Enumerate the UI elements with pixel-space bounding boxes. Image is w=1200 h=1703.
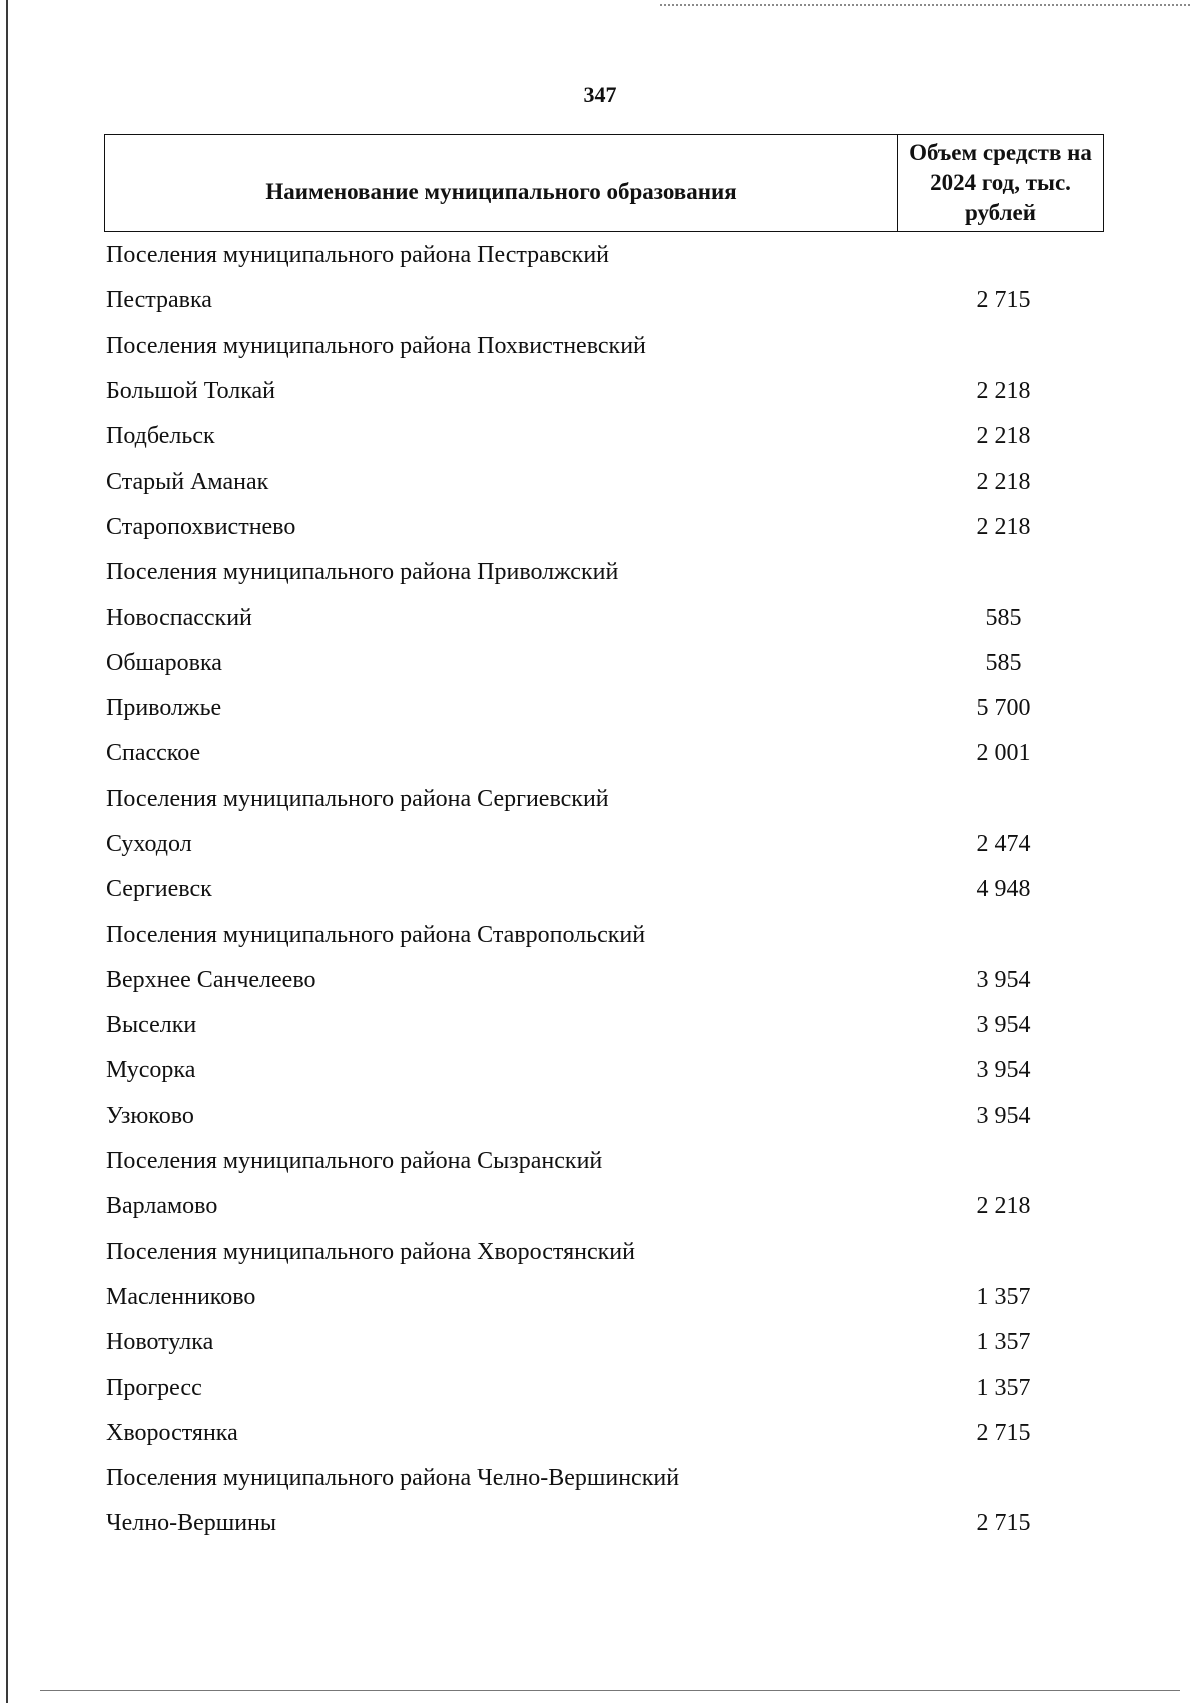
municipality-name: Поселения муниципального района Сызранский (106, 1148, 603, 1175)
scan-edge-top (660, 4, 1190, 7)
scan-edge-bottom (40, 1690, 1180, 1691)
municipality-name: Старый Аманак (106, 468, 269, 495)
table-group-row (106, 912, 1106, 957)
table-group-row (106, 1456, 1106, 1501)
municipality-name: Выселки (106, 1012, 197, 1039)
municipality-name: Спасское (106, 740, 201, 767)
table-row (106, 1501, 1106, 1546)
header-name-column: Наименование муниципального образования (265, 179, 737, 204)
table-row (106, 414, 1106, 459)
table-row (106, 1275, 1106, 1320)
municipality-name: Поселения муниципального района Челно-Вершинский (106, 1465, 680, 1492)
municipality-name: Сергиевск (106, 876, 212, 903)
amount-value: 585 (985, 604, 1022, 631)
municipality-name: Верхнее Санчелеево (106, 966, 316, 993)
table-row (106, 867, 1106, 912)
municipality-name: Челно-Вершины (106, 1510, 277, 1537)
municipality-name: Большой Толкай (106, 378, 276, 405)
municipality-name: Обшаровка (106, 649, 222, 676)
amount-value: 2 474 (976, 831, 1031, 857)
municipality-name: Варламово (106, 1193, 218, 1220)
table-group-row (106, 324, 1106, 369)
table-group-row (106, 777, 1106, 822)
municipality-name: Подбельск (106, 423, 215, 450)
municipality-name: Пестравка (106, 287, 212, 314)
amount-value: 2 715 (976, 287, 1031, 314)
amount-value: 585 (985, 649, 1022, 676)
table-group-row (106, 550, 1106, 595)
table-row (106, 278, 1106, 323)
amount-value: 1 357 (976, 1283, 1031, 1310)
amount-value: 3 954 (976, 1057, 1031, 1084)
amount-value: 2 218 (976, 378, 1031, 405)
table-row (106, 958, 1106, 1003)
table-row (106, 822, 1106, 867)
table-row (106, 1094, 1106, 1139)
table-row (106, 1048, 1106, 1093)
municipality-name: Прогресс (106, 1374, 202, 1401)
table-group-row (106, 1139, 1106, 1184)
amount-value: 3 954 (976, 966, 1031, 993)
municipality-name: Поселения муниципального района Хворостянский (106, 1238, 635, 1265)
table-row (106, 1411, 1106, 1456)
municipality-name: Узюково (106, 1102, 194, 1129)
municipality-name: Поселения муниципального района Пестравский (106, 242, 610, 269)
municipality-name: Хворостянка (106, 1419, 238, 1446)
scan-edge-left (6, 0, 8, 1703)
municipality-name: Старопохвистнево (106, 513, 296, 540)
table-body (106, 233, 1106, 1547)
amount-value: 5 700 (976, 695, 1031, 722)
table-header (104, 134, 1104, 232)
table-group-row (106, 233, 1106, 278)
amount-value: 4 948 (976, 876, 1031, 903)
amount-value: 2 218 (976, 468, 1031, 495)
amount-value: 2 715 (976, 1510, 1031, 1537)
table-row (106, 731, 1106, 776)
municipality-name: Поселения муниципального района Приволжский (106, 559, 619, 586)
amount-value: 2 218 (976, 1193, 1031, 1220)
municipality-name: Поселения муниципального района Похвистневский (106, 332, 646, 359)
header-amount-column: Объем средств на 2024 год, тыс. рублей (897, 135, 1103, 231)
municipality-name: Новоспасский (106, 604, 252, 631)
amount-value: 3 954 (976, 1012, 1031, 1039)
table-row (106, 1320, 1106, 1365)
amount-value: 2 001 (976, 740, 1031, 767)
table-row (106, 686, 1106, 731)
table-row (106, 1184, 1106, 1229)
municipality-name: Новотулка (106, 1329, 214, 1356)
municipality-name: Поселения муниципального района Ставропольский (106, 921, 646, 948)
table-row (106, 369, 1106, 414)
municipality-name: Поселения муниципального района Сергиевский (106, 785, 609, 812)
table-row (106, 595, 1106, 640)
amount-value: 2 218 (976, 423, 1031, 450)
table-row (106, 1365, 1106, 1410)
amount-value: 1 357 (976, 1374, 1031, 1401)
municipality-name: Приволжье (106, 695, 222, 722)
table-row (106, 505, 1106, 550)
table-row (106, 641, 1106, 686)
municipality-name: Мусорка (106, 1057, 196, 1084)
amount-value: 2 715 (976, 1419, 1031, 1446)
page-number: 347 (583, 82, 617, 107)
table-group-row (106, 1230, 1106, 1275)
amount-value: 3 954 (976, 1102, 1031, 1129)
amount-value: 1 357 (976, 1329, 1031, 1356)
municipality-name: Суходол (106, 831, 192, 857)
municipality-name: Масленниково (106, 1283, 256, 1310)
table-row (106, 459, 1106, 504)
amount-value: 2 218 (976, 513, 1031, 540)
table-row (106, 1003, 1106, 1048)
